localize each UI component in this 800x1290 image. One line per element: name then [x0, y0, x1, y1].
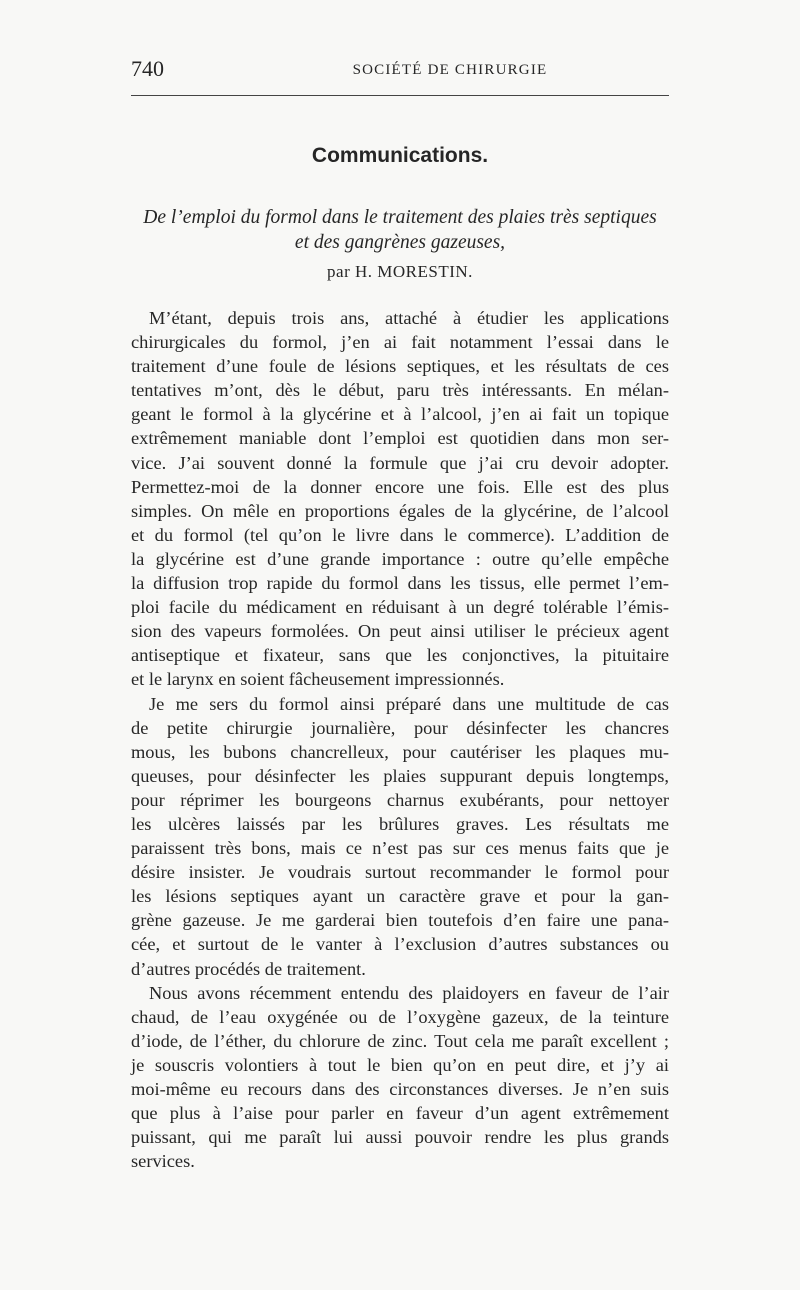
- text-line: ploi facile du médicament en réduisant à un degré tolérable l’émis-: [131, 597, 669, 618]
- article-title-line: et des gangrènes gazeuses,: [294, 232, 506, 253]
- article-title-line: De l’emploi du formol dans le traitement des plaies très septiques: [143, 207, 657, 228]
- text-line: geant le formol à la glycérine et à l’alcool, j’en ai fait un topique: [131, 404, 669, 425]
- text-line: extrêmement maniable dont l’emploi est quotidien dans mon ser-: [131, 428, 669, 449]
- section-title: Communications.: [311, 144, 489, 167]
- text-line: d’autres procédés de traitement.: [131, 958, 366, 979]
- text-line: les ulcères laissés par les brûlures graves. Les résultats me: [131, 813, 669, 834]
- text-line: désire insister. Je voudrais surtout recommander le formol pour: [131, 862, 669, 883]
- text-line: queuses, pour désinfecter les plaies suppurant depuis longtemps,: [131, 765, 669, 786]
- text-line: paraissent très bons, mais ce n’est pas sur ces menus faits que je: [131, 838, 669, 859]
- text-line: chirurgicales du formol, j’en ai fait notamment l’essai dans le: [131, 332, 669, 353]
- text-line: tentatives m’ont, dès le début, paru très intéressants. En mélan-: [131, 380, 669, 401]
- header-rule: [131, 95, 669, 96]
- text-line: M’étant, depuis trois ans, attaché à étudier les applications: [149, 308, 669, 328]
- text-line: traitement d’une foule de lésions septiques, et les résultats de ces: [131, 356, 669, 377]
- text-line: de petite chirurgie journalière, pour désinfecter les chancres: [131, 717, 669, 738]
- paragraph: [131, 306, 669, 692]
- text-line: la diffusion trop rapide du formol dans les tissus, elle permet l’em-: [131, 573, 669, 594]
- text-line: et le larynx en soient fâcheusement impressionnés.: [131, 669, 505, 690]
- text-line: moi-même eu recours dans des circonstances diverses. Je n’en suis: [131, 1079, 669, 1099]
- text-line: antiseptique et fixateur, sans que les conjonctives, la pituitaire: [131, 645, 669, 666]
- text-line: pour réprimer les bourgeons charnus exubérants, pour nettoyer: [131, 789, 669, 810]
- text-line: mous, les bubons chancrelleux, pour cautériser les plaques mu-: [131, 741, 669, 762]
- text-line: et du formol (tel qu’on le livre dans le commerce). L’addition de: [131, 524, 669, 545]
- text-line: les lésions septiques ayant un caractère grave et pour la gan-: [131, 886, 669, 907]
- page-number: 740: [131, 56, 164, 81]
- text-line: d’iode, de l’éther, du chlorure de zinc. Tout cela me paraît excellent ;: [131, 1030, 669, 1051]
- text-line: la glycérine est d’une grande importance : outre qu’elle empêche: [131, 548, 669, 569]
- text-line: Nous avons récemment entendu des plaidoyers en faveur de l’air: [149, 982, 669, 1003]
- text-line: puissant, qui me paraît lui aussi pouvoir rendre les plus grands: [131, 1127, 669, 1148]
- text-line: chaud, de l’eau oxygénée ou de l’oxygène gazeux, de la teinture: [131, 1006, 669, 1027]
- text-line: je souscris volontiers à tout le bien qu’on en peut dire, et j’y ai: [131, 1054, 669, 1075]
- text-line: sion des vapeurs formolées. On peut ainsi utiliser le précieux agent: [131, 621, 669, 642]
- text-line: grène gazeuse. Je me garderai bien toutefois d’en faire une pana-: [131, 910, 669, 931]
- text-line: services.: [131, 1151, 195, 1172]
- body-text: [131, 306, 669, 1173]
- paragraph: [131, 692, 669, 981]
- byline: par H. MORESTIN.: [327, 262, 473, 281]
- text-line: cée, et surtout de le vanter à l’exclusion d’autres substances ou: [131, 934, 669, 955]
- paragraph: [131, 981, 669, 1174]
- text-line: Permettez-moi de la donner encore une fois. Elle est des plus: [131, 476, 669, 497]
- text-line: simples. On mêle en proportions égales de la glycérine, de l’alcool: [131, 500, 669, 521]
- text-line: Je me sers du formol ainsi préparé dans une multitude de cas: [149, 693, 669, 714]
- article-title: [131, 205, 669, 255]
- running-head: SOCIÉTÉ DE CHIRURGIE: [352, 62, 548, 78]
- text-line: que plus à l’aise pour parler en faveur d’un agent extrêmement: [131, 1103, 669, 1124]
- text-line: vice. J’ai souvent donné la formule que j’ai cru devoir adopter.: [131, 452, 669, 473]
